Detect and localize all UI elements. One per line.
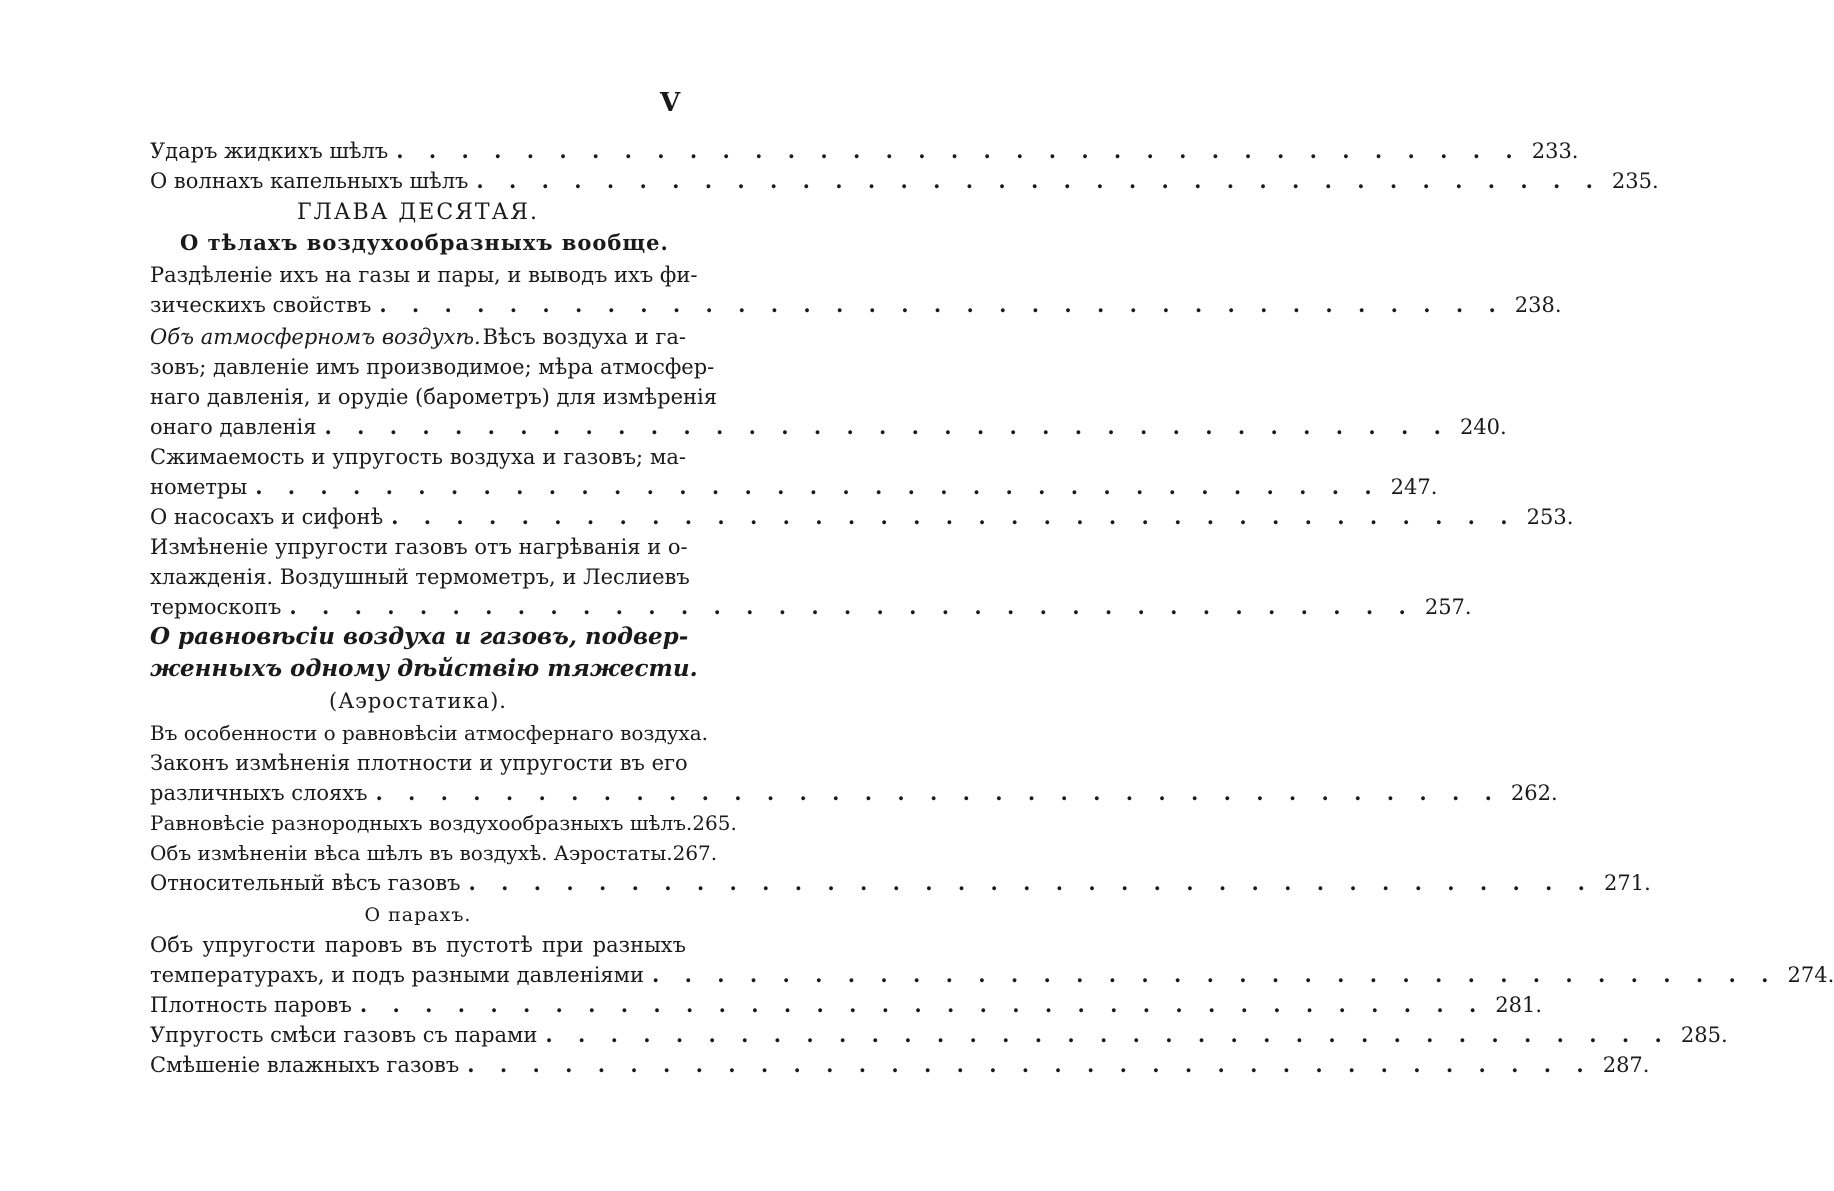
entry-text: Равновѣсіе разнородныхъ воздухообразныхъ шѣлъ. xyxy=(150,811,693,835)
entry-page: 262. xyxy=(1510,781,1558,805)
entry-text: О насосахъ и сифонѣ xyxy=(150,505,384,529)
entry-text: наго давленія, и орудіе (барометръ) для измѣренія xyxy=(150,385,718,409)
toc-entry xyxy=(150,868,1651,898)
entry-text: зовъ; давленіе имъ производимое; мѣра атмосфер- xyxy=(150,355,715,379)
leader-dots: . . . . . . . . . . . . . . . . . . . . . . . . . . . . . . . . . . . xyxy=(359,992,1486,1017)
toc-entry xyxy=(150,592,1472,622)
leader-dots: . . . . . . . . . . . . . . . . . . . . . . . . . . . . . . . . . . . xyxy=(468,870,1594,895)
entry-text: зическихъ свойствъ xyxy=(150,293,372,317)
entry-text: Объ упругости паровъ въ пустотѣ при разныхъ xyxy=(150,933,686,957)
leader-dots: . . . . . . . . . . . . . . . . . . . . . . . . . . . . . . . . . . . xyxy=(391,504,1517,529)
toc-entry xyxy=(150,136,1579,166)
entry-text: Относительный вѣсъ газовъ xyxy=(150,871,461,895)
leader-dots: . . . . . . . . . . . . . . . . . . . . . . . . . . . . . . . . . . . xyxy=(375,780,1501,805)
leader-dots: . . . . . . . . . . . . . . . . . . . . . . . . . . . . . . . . . . . xyxy=(289,594,1415,619)
entry-page: 233. xyxy=(1531,139,1579,163)
leader-dots: . . . . . . . . . . . . . . . . . . . . . . . . . . . . . . . . . . . xyxy=(379,292,1505,317)
entry-text: онаго давленія xyxy=(150,415,317,439)
toc-entry xyxy=(150,990,1543,1020)
toc-entry xyxy=(150,838,718,868)
leader-dots: . . . . . . . . . . . . . . . . . . . . . . . . . . . . . . . . . . . xyxy=(476,168,1602,193)
entry-page: 274. xyxy=(1787,963,1834,987)
entry-text: Смѣшеніе влажныхъ газовъ xyxy=(150,1053,460,1077)
aerostatics-heading: (Аэростатика). xyxy=(329,689,507,713)
leader-dots: . . . . . . . . . . . . . . . . . . . . . . . . . . . . . . . . . . . xyxy=(467,1052,1593,1077)
toc-entry xyxy=(150,778,1558,808)
toc-entry xyxy=(150,960,1834,990)
page-number: V xyxy=(660,88,682,118)
entry-page: 240. xyxy=(1459,415,1507,439)
toc-entry xyxy=(150,1020,1728,1050)
section-title: О тѣлахъ воздухообразныхъ вообще. xyxy=(180,230,669,255)
entry-text: Въ особенности о равновѣсіи атмосфернаго воздуха. xyxy=(150,721,709,745)
entry-text: О волнахъ капельныхъ шѣлъ xyxy=(150,169,469,193)
entry-text: Упругость смѣси газовъ съ парами xyxy=(150,1023,538,1047)
toc-entry xyxy=(150,166,1659,196)
entry-page: 247. xyxy=(1390,475,1438,499)
entry-text: различныхъ слояхъ xyxy=(150,781,368,805)
entry-italic-text: Объ атмосферномъ воздухѣ. xyxy=(150,325,481,349)
leader-dots: . . . . . . . . . . . . . . . . . . . . . . . . . . . . . . . . . . . xyxy=(255,474,1381,499)
entry-text: Вѣсъ воздуха и га- xyxy=(482,325,686,349)
leader-dots: . . . . . . . . . . . . . . . . . . . . . . . . . . . . . . . . . . . xyxy=(652,962,1778,987)
entry-page: 267. xyxy=(672,841,718,865)
toc-entry xyxy=(150,472,1438,502)
entry-text: Измѣненіе упругости газовъ отъ нагрѣванія и о- xyxy=(150,535,688,559)
entry-page: 253. xyxy=(1526,505,1574,529)
toc-entry xyxy=(150,290,1562,320)
leader-dots: . . . . . . . . . . . . . . . . . . . . . . . . . . . . . . . . . . . xyxy=(396,138,1522,163)
entry-page: 287. xyxy=(1602,1053,1650,1077)
entry-text: температурахъ, и подъ разными давленіями xyxy=(150,963,645,987)
toc-entry xyxy=(150,502,1574,532)
toc-entry xyxy=(150,412,1507,442)
section-heading-line: О равновѣсіи воздуха и газовъ, подвер- xyxy=(150,623,689,650)
toc-entry xyxy=(150,322,686,352)
entry-text: хлажденія. Воздушный термометръ, и Леслиевъ xyxy=(150,565,690,589)
entry-text: Объ измѣненіи вѣса шѣлъ въ воздухѣ. Аэростаты. xyxy=(150,841,673,865)
leader-dots: . . . . . . . . . . . . . . . . . . . . . . . . . . . . . . . . . . . xyxy=(324,414,1450,439)
entry-page: 238. xyxy=(1514,293,1562,317)
entry-page: 271. xyxy=(1604,871,1651,895)
entry-page: 281. xyxy=(1495,993,1543,1017)
entry-page: 235. xyxy=(1611,169,1659,193)
toc-entry xyxy=(150,808,737,838)
entry-page: 257. xyxy=(1424,595,1472,619)
entry-page: 265. xyxy=(692,811,737,835)
section-heading-line: женныхъ одному дѣйствію тяжести. xyxy=(150,655,698,682)
entry-text: нометры xyxy=(150,475,248,499)
entry-text: Законъ измѣненія плотности и упругости въ его xyxy=(150,751,688,775)
vapors-heading: О парахъ. xyxy=(364,904,472,926)
entry-text: термоскопъ xyxy=(150,595,282,619)
entry-text: Раздѣленіе ихъ на газы и пары, и выводъ ихъ фи- xyxy=(150,263,698,287)
entry-text: Плотность паровъ xyxy=(150,993,352,1017)
entry-page: 285. xyxy=(1680,1023,1728,1047)
toc-entry xyxy=(150,1050,1650,1080)
entry-text: Ударъ жидкихъ шѣлъ xyxy=(150,139,389,163)
chapter-heading: ГЛАВА ДЕСЯТАЯ. xyxy=(296,200,540,225)
leader-dots: . . . . . . . . . . . . . . . . . . . . . . . . . . . . . . . . . . . xyxy=(545,1022,1671,1047)
entry-text: Сжимаемость и упругость воздуха и газовъ; ма- xyxy=(150,445,686,469)
